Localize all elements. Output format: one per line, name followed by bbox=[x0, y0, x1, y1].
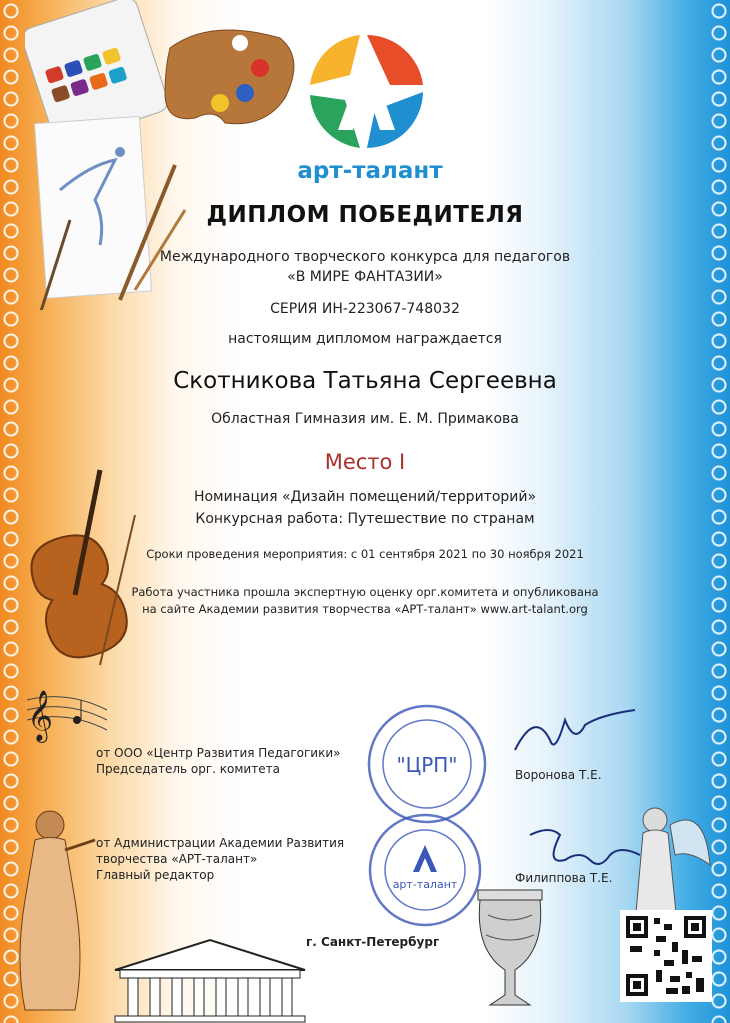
paint-palette-icon bbox=[150, 18, 305, 138]
brand-name: арт-талант bbox=[297, 158, 443, 184]
diploma-title: ДИПЛОМ ПОБЕДИТЕЛЯ bbox=[206, 202, 524, 228]
art-talant-logo-icon bbox=[305, 30, 430, 155]
contest-line-1: Международного творческого конкурса для педагогов bbox=[159, 249, 571, 265]
organization: Областная Гимназия им. Е. М. Примакова bbox=[211, 411, 519, 427]
sig2-line-3: Главный редактор bbox=[96, 868, 215, 882]
signer-2-name: Филиппова Т.Е. bbox=[515, 871, 613, 885]
stamp-crp-icon bbox=[365, 702, 490, 827]
sig1-line-1: от ООО «Центр Развития Педагогики» bbox=[96, 746, 341, 760]
note-line-2: на сайте Академии развития творчества «АРТ-талант» www.art-talant.org bbox=[142, 602, 588, 616]
sig2-line-2: творчества «АРТ-талант» bbox=[96, 852, 258, 866]
serial-number: СЕРИЯ ИН-223067-748032 bbox=[270, 301, 460, 317]
stamp-crp-text: "ЦРП" bbox=[396, 753, 458, 777]
parthenon-icon bbox=[110, 935, 310, 1023]
contest-name bbox=[100, 247, 630, 287]
contest-line-2: «В МИРЕ ФАНТАЗИИ» bbox=[287, 269, 443, 285]
sig2-line-1: от Администрации Академии Развития bbox=[96, 836, 345, 850]
recipient-name: Скотникова Татьяна Сергеевна bbox=[173, 368, 557, 394]
signature-block-2 bbox=[96, 835, 344, 883]
muse-statue-icon bbox=[10, 800, 100, 1015]
violin-icon bbox=[15, 465, 145, 675]
nomination: Номинация «Дизайн помещений/территорий» bbox=[193, 489, 537, 505]
qr-code-icon[interactable] bbox=[620, 910, 712, 1002]
handwritten-signature-2 bbox=[525, 820, 645, 875]
city: г. Санкт-Петербург bbox=[306, 935, 440, 949]
evaluation-note bbox=[100, 584, 630, 618]
handwritten-signature-1 bbox=[510, 705, 640, 765]
contest-work: Конкурсная работа: Путешествие по странам bbox=[195, 511, 535, 527]
sig1-line-2: Председатель орг. комитета bbox=[96, 762, 280, 776]
stamp-art-talant-text: арт-талант bbox=[392, 878, 458, 891]
svg-text:𝄞: 𝄞 bbox=[27, 690, 54, 741]
note-line-1: Работа участника прошла экспертную оценку орг.комитета и опубликована bbox=[131, 585, 599, 599]
place: Место I bbox=[324, 450, 406, 474]
signature-block-1 bbox=[96, 745, 340, 777]
nomination-block bbox=[100, 486, 630, 530]
stamp-art-talant-icon bbox=[365, 810, 485, 930]
signer-1-name: Воронова Т.Е. bbox=[515, 768, 602, 782]
event-dates: Сроки проведения мероприятия: с 01 сентября 2021 по 30 ноября 2021 bbox=[146, 547, 584, 561]
awarded-text: настоящим дипломом награждается bbox=[228, 331, 502, 347]
